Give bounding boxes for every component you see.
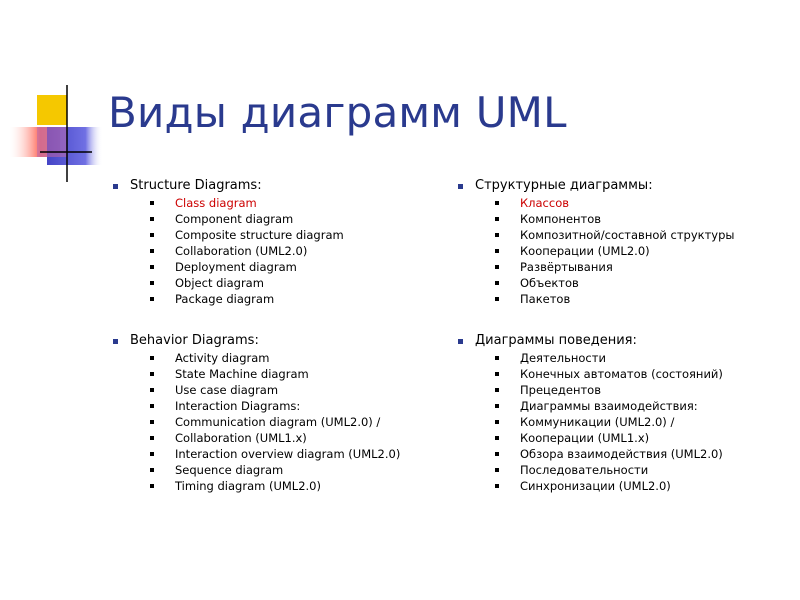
structure-section-ru bbox=[457, 178, 787, 307]
list-item: Деятельности bbox=[457, 350, 787, 366]
left-column-english bbox=[112, 178, 442, 494]
behavior-heading-ru: Диаграммы поведения: bbox=[457, 333, 787, 349]
list-item: Timing diagram (UML2.0) bbox=[112, 478, 442, 494]
structure-heading-ru: Структурные диаграммы: bbox=[457, 178, 787, 194]
list-item: Коммуникации (UML2.0) / bbox=[457, 414, 787, 430]
behavior-heading-en: Behavior Diagrams: bbox=[112, 333, 442, 349]
structure-heading-en: Structure Diagrams: bbox=[112, 178, 442, 194]
list-item: Communication diagram (UML2.0) / bbox=[112, 414, 442, 430]
list-item: Activity diagram bbox=[112, 350, 442, 366]
list-item: Collaboration (UML2.0) bbox=[112, 243, 442, 259]
list-item: Диаграммы взаимодействия: bbox=[457, 398, 787, 414]
behavior-list-en bbox=[112, 350, 442, 494]
list-item: State Machine diagram bbox=[112, 366, 442, 382]
list-item: Use case diagram bbox=[112, 382, 442, 398]
list-item: Object diagram bbox=[112, 275, 442, 291]
list-item: Обзора взаимодействия (UML2.0) bbox=[457, 446, 787, 462]
list-item: Синхронизации (UML2.0) bbox=[457, 478, 787, 494]
structure-list-ru bbox=[457, 195, 787, 307]
list-item: Class diagram bbox=[112, 195, 442, 211]
list-item: Interaction overview diagram (UML2.0) bbox=[112, 446, 442, 462]
list-item: Sequence diagram bbox=[112, 462, 442, 478]
list-item: Interaction Diagrams: bbox=[112, 398, 442, 414]
list-item: Развёртывания bbox=[457, 259, 787, 275]
behavior-section-ru bbox=[457, 333, 787, 494]
structure-section-en bbox=[112, 178, 442, 307]
list-item: Последовательности bbox=[457, 462, 787, 478]
list-item: Deployment diagram bbox=[112, 259, 442, 275]
list-item: Component diagram bbox=[112, 211, 442, 227]
list-item: Прецедентов bbox=[457, 382, 787, 398]
slide-title: Виды диаграмм UML bbox=[108, 88, 567, 137]
list-item: Collaboration (UML1.x) bbox=[112, 430, 442, 446]
structure-list-en bbox=[112, 195, 442, 307]
list-item: Объектов bbox=[457, 275, 787, 291]
right-column-russian bbox=[457, 178, 787, 494]
list-item: Классов bbox=[457, 195, 787, 211]
list-item: Конечных автоматов (состояний) bbox=[457, 366, 787, 382]
list-item: Кооперации (UML2.0) bbox=[457, 243, 787, 259]
list-item: Package diagram bbox=[112, 291, 442, 307]
list-item: Компонентов bbox=[457, 211, 787, 227]
behavior-section-en bbox=[112, 333, 442, 494]
behavior-list-ru bbox=[457, 350, 787, 494]
list-item: Композитной/составной структуры bbox=[457, 227, 787, 243]
list-item: Кооперации (UML1.x) bbox=[457, 430, 787, 446]
list-item: Пакетов bbox=[457, 291, 787, 307]
list-item: Composite structure diagram bbox=[112, 227, 442, 243]
decorative-squares-logo bbox=[0, 0, 110, 185]
